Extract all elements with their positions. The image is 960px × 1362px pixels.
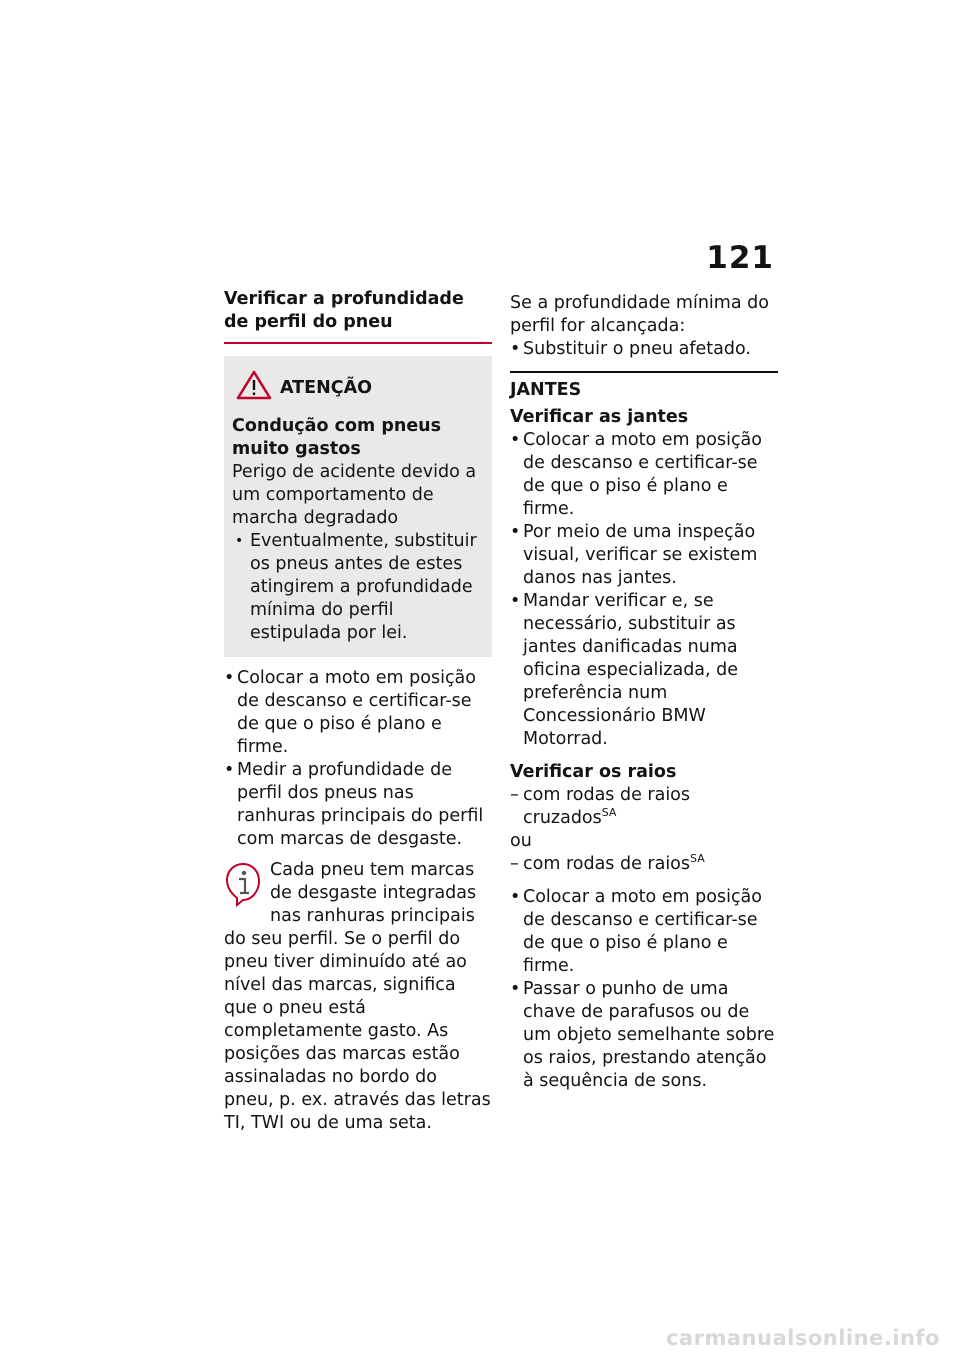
warning-subtitle: Condução com pneus muito gastos bbox=[232, 416, 442, 459]
left-column bbox=[224, 288, 492, 1135]
sa-marker: SA bbox=[690, 852, 705, 866]
list-item: • Por meio de uma inspeção visual, verificar se existem danos nas jantes. bbox=[510, 521, 778, 590]
page-number: 121 bbox=[706, 240, 774, 276]
warning-triangle-icon bbox=[236, 370, 272, 407]
tread-depth-heading: Verificar a profundidade de perfil do pneu bbox=[224, 289, 464, 332]
section-title-jantes: JANTES bbox=[510, 380, 582, 400]
option-text: com rodas de raios cruzados bbox=[523, 785, 691, 828]
replace-intro: Se a profundidade mínima do perfil for alcançada: bbox=[510, 293, 769, 336]
watermark: carmanualsonline.info bbox=[666, 1326, 940, 1350]
list-item: • Mandar verificar e, se necessário, substituir as jantes danificadas numa oficina especializada, de preferência num Concessionário BMW Motorrad. bbox=[510, 590, 778, 751]
check-rims-heading: Verificar as jantes bbox=[510, 407, 689, 427]
section-rule bbox=[510, 371, 778, 373]
option-text: com rodas de raios bbox=[523, 854, 691, 874]
heading-rule bbox=[224, 342, 492, 344]
warning-text: Perigo de acidente devido a um comportamento de marcha degradado bbox=[232, 462, 477, 528]
warning-title: ATENÇÃO bbox=[280, 378, 372, 398]
option-separator: ou bbox=[510, 831, 532, 851]
dash-glyph: – bbox=[510, 785, 519, 805]
list-item: • Passar o punho de uma chave de parafusos ou de um objeto semelhante sobre os raios, prestando atenção à sequência de sons. bbox=[510, 978, 778, 1093]
info-icon bbox=[224, 861, 262, 907]
list-item: • Colocar a moto em posição de descanso e certificar-se de que o piso é plano e firme. bbox=[224, 667, 492, 759]
warning-box bbox=[224, 356, 492, 657]
list-item: • Medir a profundidade de perfil dos pneus nas ranhuras principais do perfil com marcas de desgaste. bbox=[224, 759, 492, 851]
warning-bullet: • Eventualmente, substituir os pneus antes de estes atingirem a profundidade mínima do perfil estipulada por lei. bbox=[232, 530, 484, 645]
list-item: • Colocar a moto em posição de descanso e certificar-se de que o piso é plano e firme. bbox=[510, 886, 778, 978]
option-item bbox=[510, 784, 778, 830]
dash-glyph: – bbox=[510, 854, 519, 874]
warning-header bbox=[236, 370, 484, 407]
info-note bbox=[224, 859, 492, 1135]
sa-marker: SA bbox=[601, 806, 617, 820]
list-item: • Substituir o pneu afetado. bbox=[510, 338, 778, 361]
option-item bbox=[510, 853, 778, 876]
right-column bbox=[510, 292, 778, 1093]
list-item: • Colocar a moto em posição de descanso e certificar-se de que o piso é plano e firme. bbox=[510, 429, 778, 521]
check-spokes-heading: Verificar os raios bbox=[510, 762, 677, 782]
info-text: Cada pneu tem marcas de desgaste integradas nas ranhuras principais do seu perfil. Se o perfil do pneu tiver diminuído até ao nível das marcas, significa que o pneu está completamente gasto. As posições das marcas estão assinaladas no bordo do pneu, p. ex. através das letras TI, TWI ou de uma seta. bbox=[224, 860, 491, 1133]
